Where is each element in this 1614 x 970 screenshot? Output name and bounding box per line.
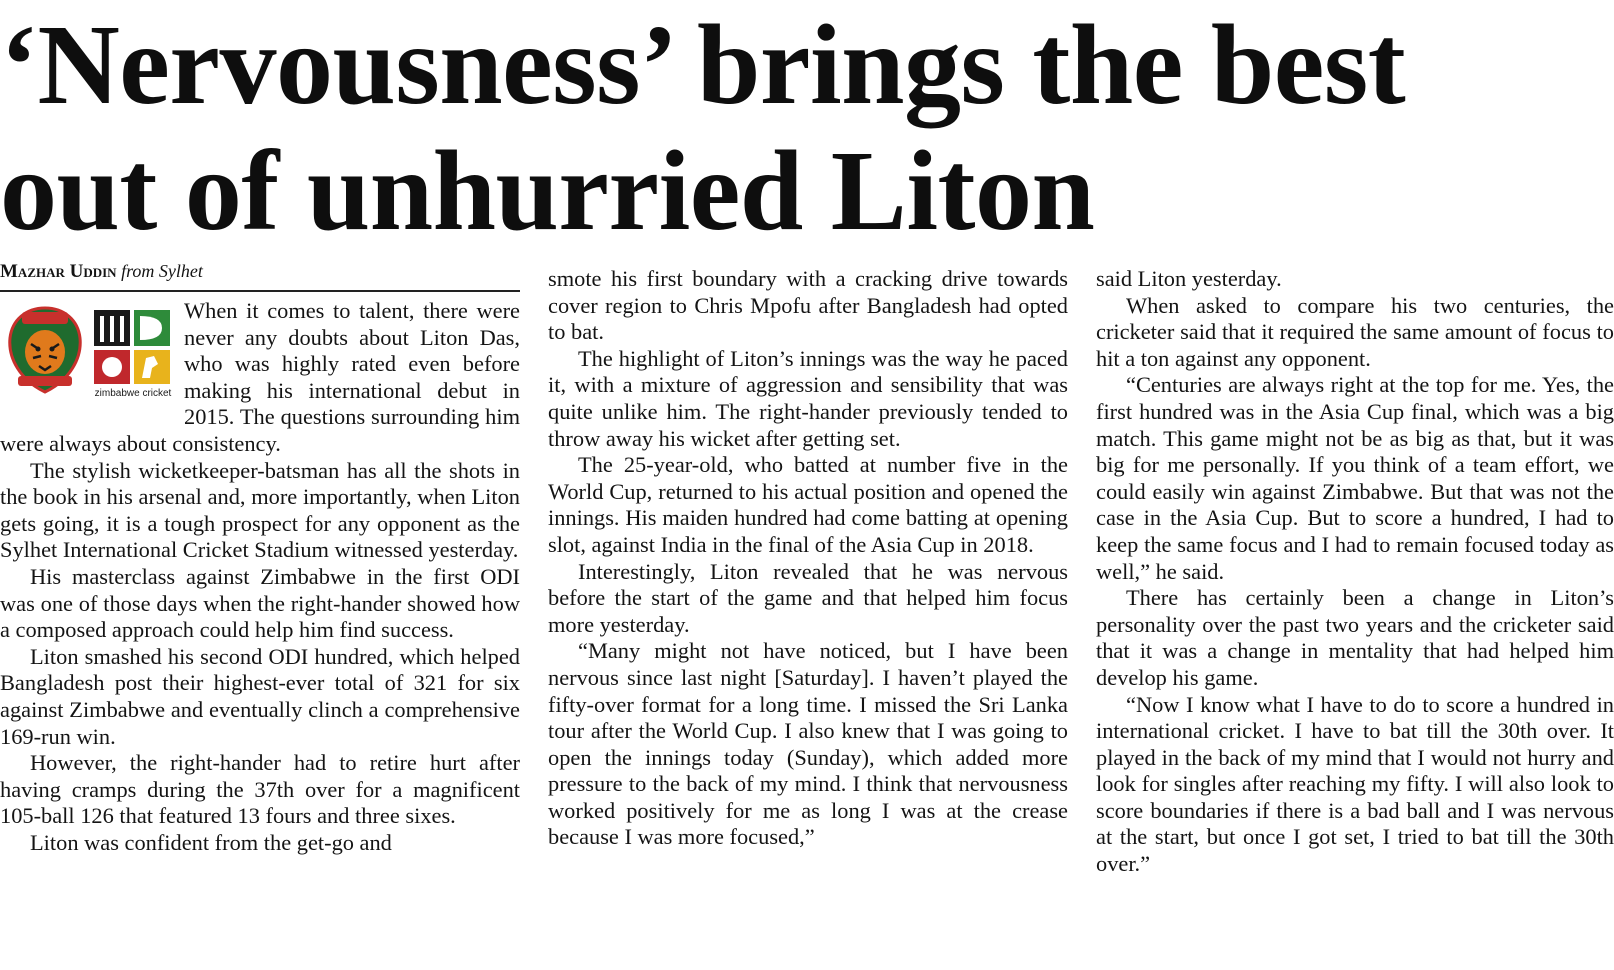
paragraph-9: Interestingly, Liton revealed that he was nervous before the start of the game and that helped him focus more yesterday.: [548, 558, 1068, 637]
paragraph-1: When it comes to talent, there were never any doubts about Liton Das, who was highly rated even before making his international debut in 2015. The questions surrounding him were always about consistency.: [0, 298, 520, 456]
article-column-1: [0, 259, 520, 856]
paragraph-11: When asked to compare his two centuries, the cricketer said that it required the same amount of focus to hit a ton against any opponent.: [1096, 292, 1614, 371]
zimbabwe-cricket-caption: zimbabwe cricket: [94, 388, 172, 399]
paragraph-5: However, the right-hander had to retire hurt after having cramps during the 37th over for a magnificent 105-ball 126 that featured 13 fours and three sixes.: [0, 750, 520, 829]
paragraph-6-part-2: smote his first boundary with a cracking drive towards cover region to Chris Mpofu after Bangladesh had opted to bat.: [548, 266, 1068, 345]
paragraph-2: The stylish wicketkeeper-batsman has all the shots in the book in his arsenal and, more importantly, when Liton gets going, it is a tough prospect for any opponent as the Sylhet International Cricket Stadium witnessed yesterday.: [0, 457, 520, 563]
headline-line-2: out of unhurried Liton: [0, 127, 1095, 254]
team-logos: [0, 304, 180, 406]
paragraph-6-part-1: Liton was confident from the get-go and: [30, 829, 392, 855]
paragraph-8: The 25-year-old, who batted at number five in the World Cup, returned to his actual position and opened the innings. His maiden hundred had come batting at opening slot, against India in the final of the Asia Cup in 2018.: [548, 452, 1068, 557]
article-column-3: [1096, 266, 1614, 878]
article-column-2: [548, 266, 1068, 851]
paragraph-12: “Centuries are always right at the top for me. Yes, the first hundred was in the Asia Cup final, which was a big match. This game might not be as big as that, but it was big for me personally. If you think of a team effort, we could easily win against Zimbabwe. But that was not the case in the Asia Cup. But to score a hundred, I had to keep the same focus and I had to remain focused today as well,” he said.: [1096, 372, 1614, 584]
byline-author: Mazhar Uddin: [0, 261, 117, 282]
paragraph-4: Liton smashed his second ODI hundred, which helped Bangladesh post their highest-ever total of 321 for six against Zimbabwe and eventually clinch a comprehensive 169-run win.: [0, 643, 520, 749]
paragraph-13: There has certainly been a change in Liton’s personality over the past two years and the cricketer said that it was a change in mentality that had helped him develop his game.: [1096, 585, 1614, 690]
paragraph-3: His masterclass against Zimbabwe in the first ODI was one of those days when the right-hander showed how a composed approach could help him find success.: [0, 563, 520, 643]
zimbabwe-cricket-logo: [92, 308, 174, 400]
byline: [0, 259, 520, 292]
headline: [0, 2, 1614, 254]
paragraph-10-part-1: “Many might not have noticed, but I have been nervous since last night [Saturday]. I haven’t played the fifty-over format for a long time. I missed the Sri Lanka tour after the World Cup. I also knew that I was going to open the innings today (Sunday), which added more pressure to the back of my mind. I think that nervousness worked positively for me as long I was at the crease because I was more focused,”: [548, 638, 1068, 850]
byline-dateline: from Sylhet: [121, 261, 203, 281]
bangladesh-cricket-board-logo: [4, 304, 86, 396]
headline-line-1: ‘Nervousness’ brings the best: [0, 1, 1406, 128]
paragraph-10-part-2: said Liton yesterday.: [1096, 266, 1282, 291]
paragraph-7: The highlight of Liton’s innings was the way he paced it, with a mixture of aggression and sensibility that was quite unlike him. The right-hander previously tended to throw away his wicket after getting set.: [548, 345, 1068, 451]
paragraph-14: “Now I know what I have to do to score a hundred in international cricket. I have to bat till the 30th over. It played in the back of my mind that I would not hurry and look for singles after reaching my fifty. I will also look to score boundaries if there is a bad ball and I was nervous at the start, but once I got set, I tried to bat till the 30th over.”: [1096, 691, 1614, 877]
